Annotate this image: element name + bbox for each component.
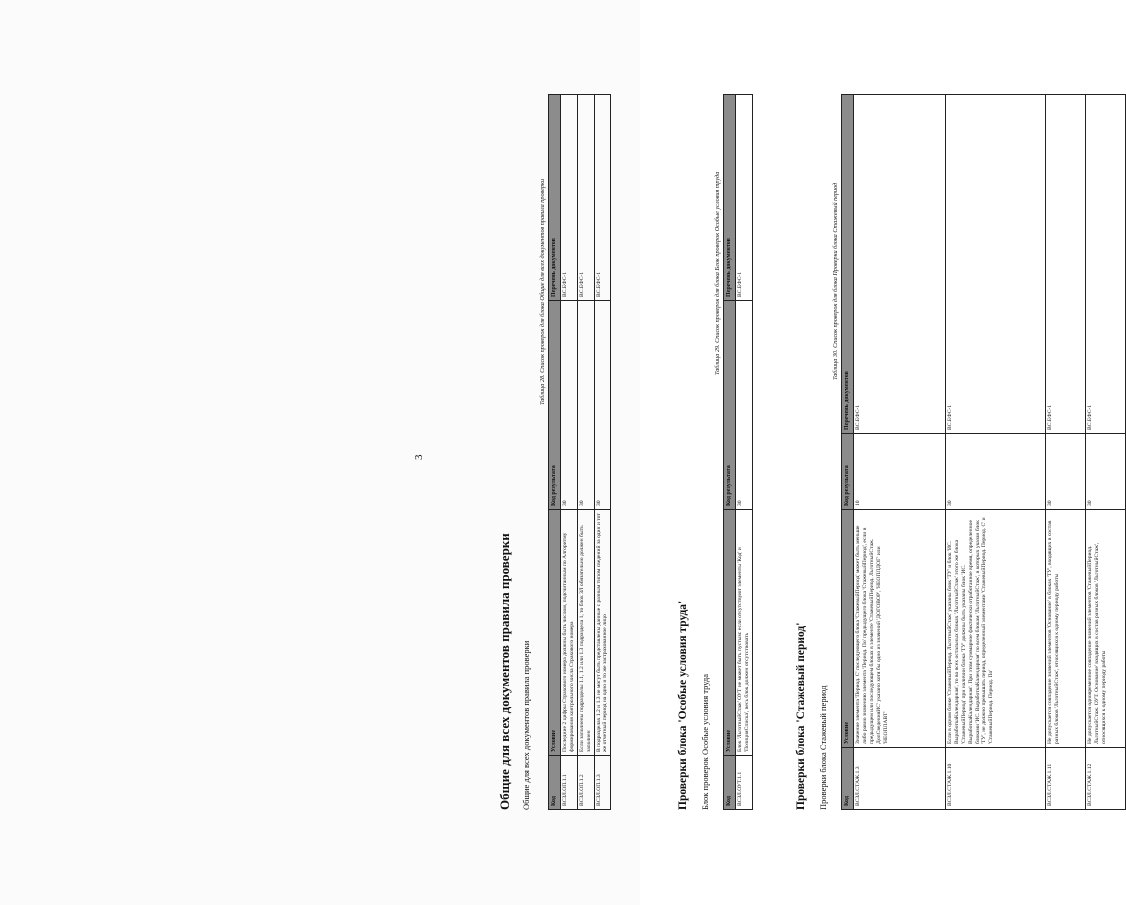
table-row (854, 95, 946, 810)
col-header-documents: Перечень документов (724, 95, 736, 301)
cell-condition: Блок 'ЛьготныйСтаж' ОУТ не может быть пустым: если отсутствуют элементы 'Код' и 'ПозицияСписка', весь блок должен отсутствовать (736, 510, 753, 756)
col-header-condition: Условие (724, 510, 736, 756)
table-row (577, 95, 594, 810)
cell-documents: ВС.ЕФС-1 (946, 95, 1046, 434)
col-header-documents: Перечень документов (842, 95, 854, 434)
table-header-row (724, 95, 736, 810)
cell-condition: Последние 2 цифры Страхового номера должны быть числом, подсчитанным по Алгоритму формирования контрольного числа Страхового номера (561, 510, 578, 756)
col-header-code: Код (549, 756, 561, 810)
cell-result-code: 30 (1046, 434, 1086, 510)
col-header-code: Код (724, 756, 736, 810)
stazh-checks-table (841, 94, 1126, 810)
table-row (736, 95, 753, 810)
table-row (561, 95, 578, 810)
page-number: 3 (413, 454, 425, 460)
cell-result-code: 30 (736, 301, 753, 510)
cell-documents: ВС.ЕФС-1 (1046, 95, 1086, 434)
cell-code: ВСЗЛ.ОП.1.3 (594, 756, 611, 810)
table-row (1086, 95, 1126, 810)
cell-result-code: 10 (854, 434, 946, 510)
cell-result-code: 30 (946, 434, 1046, 510)
ouh-subtitle: Блок проверок Особые условия труда (700, 673, 710, 810)
col-header-result-code: Код результата (842, 434, 854, 510)
table-row (946, 95, 1046, 810)
stazh-section-title: Проверки блока 'Стажевый период' (795, 622, 807, 810)
cell-code: ВСЗЛ.ОУТ.1.1 (736, 756, 753, 810)
cell-condition: Если заполнены подразделы 1.1, 1.2 или 1.3 подраздела 1, то блок ЗЛ обязательно должен быть заполнен (577, 510, 594, 756)
stazh-subtitle: Проверки блока Стажевый период (818, 685, 828, 810)
cell-documents: ВС.ЕФС-1 (577, 95, 594, 301)
cell-documents: ВС.ЕФС-1 (854, 95, 946, 434)
ouh-section-title: Проверки блока 'Особые условия труда' (677, 600, 689, 810)
cell-code: ВСЗЛ.ОП.1.1 (561, 756, 578, 810)
cell-documents: ВС.ЕФС-1 (1086, 95, 1126, 434)
cell-condition: Не допускается совпадение значений элементов 'Основание' в блоках 'ТУ', входящих в состав разных блоков 'ЛьготныйСтаж', относящихся к одному периоду работы (1046, 510, 1086, 748)
cell-result-code: 30 (577, 301, 594, 510)
cell-code: ВСЗЛ.СТАЖ.1.12 (1086, 748, 1126, 810)
col-header-condition: Условие (549, 510, 561, 756)
cell-documents: ВС.ЕФС-1 (594, 95, 611, 301)
cell-condition: Не допускается одновременное совпадение значений элементов 'СтажевыйПериод. ЛьготныйСтаж. ОУТ. Основание' входящих в состав разных блоков 'ЛьготныйСтаж', относящихся к одному периоду работы (1086, 510, 1126, 748)
general-checks-table (548, 94, 611, 810)
cell-result-code: 30 (561, 301, 578, 510)
col-header-documents: Перечень документов (549, 95, 561, 301)
main-title: Общие для всех документов правила проверки (497, 533, 512, 810)
col-header-result-code: Код результата (549, 301, 561, 510)
cell-code: ВСЗЛ.СТАЖ.1.10 (946, 748, 1046, 810)
cell-condition: Значение элемента 'Период. С' последующего блока 'СтажевыйПериод' может быть меньше либо равно значению элемента 'Период. По' предыдущего блока 'СтажевыйПериод', если в предыдущем или последующем блоках в элементе 'СтажевыйПериод. ЛьготныйСтаж. ДопСведенияИС' указано хотя бы одно из значений 'ДОГОВОР', 'НЕОПЛДОГ' или 'НЕОПЛАВТ' (854, 510, 946, 748)
rotated-landscape-content (45, 45, 1107, 860)
table-header-row (842, 95, 854, 810)
table-row (1046, 95, 1086, 810)
col-header-result-code: Код результата (724, 301, 736, 510)
cell-result-code: 30 (594, 301, 611, 510)
cell-condition: Если в одном блоке 'СтажевыйПериод. ЛьготныйСтаж' указаны блок 'ТУ' и блок 'ИС. ВыработкаКалендарная', то во всех остальных блоках 'ЛьготныйСтаж' этого же блока 'СтажевыйПериод' при наличии блока 'ТУ' должны быть указаны блок 'ИС. ВыработкаКалендарная'. При этом суммарное фактически отработанное время, определенное блоками 'ИС. ВыработкаКалендарная' по всем блокам 'ЛьготныйСтаж', в которых указан блок 'ТУ', не должно превышать период, определенный элементами 'СтажевыйПериод. Период. С' и 'СтажевыйПериод. Период. По' (946, 510, 1046, 748)
stazh-caption: Таблица 30. Список проверок для блока Проверки блока Стажевый период (832, 182, 839, 380)
cell-code: ВСЗЛ.СТАЖ.1.11 (1046, 748, 1086, 810)
cell-documents: ВС.ЕФС-1 (561, 95, 578, 301)
cell-code: ВСЗЛ.ОП.1.2 (577, 756, 594, 810)
general-caption: Таблица 28. Список проверок для блока Общие для всех документов правила проверки (539, 178, 546, 405)
ouh-checks-table (723, 94, 753, 810)
table-row (594, 95, 611, 810)
cell-code: ВСЗЛ.СТАЖ.1.3 (854, 748, 946, 810)
table-header-row (549, 95, 561, 810)
general-subtitle: Общие для всех документов правила проверки (521, 640, 531, 810)
ouh-caption: Таблица 29. Список проверок для блока Блок проверок Особые условия труда (714, 171, 721, 375)
cell-condition: В подразделах 1.2 и 1.3 не могут быть представлены данные с разным типом сведений за один и тот же отчетный период на одно и то же застрахованное лицо (594, 510, 611, 756)
cell-result-code: 30 (1086, 434, 1126, 510)
col-header-condition: Условие (842, 510, 854, 748)
cell-documents: ВС.ЕФС-1 (736, 95, 753, 301)
col-header-code: Код (842, 748, 854, 810)
